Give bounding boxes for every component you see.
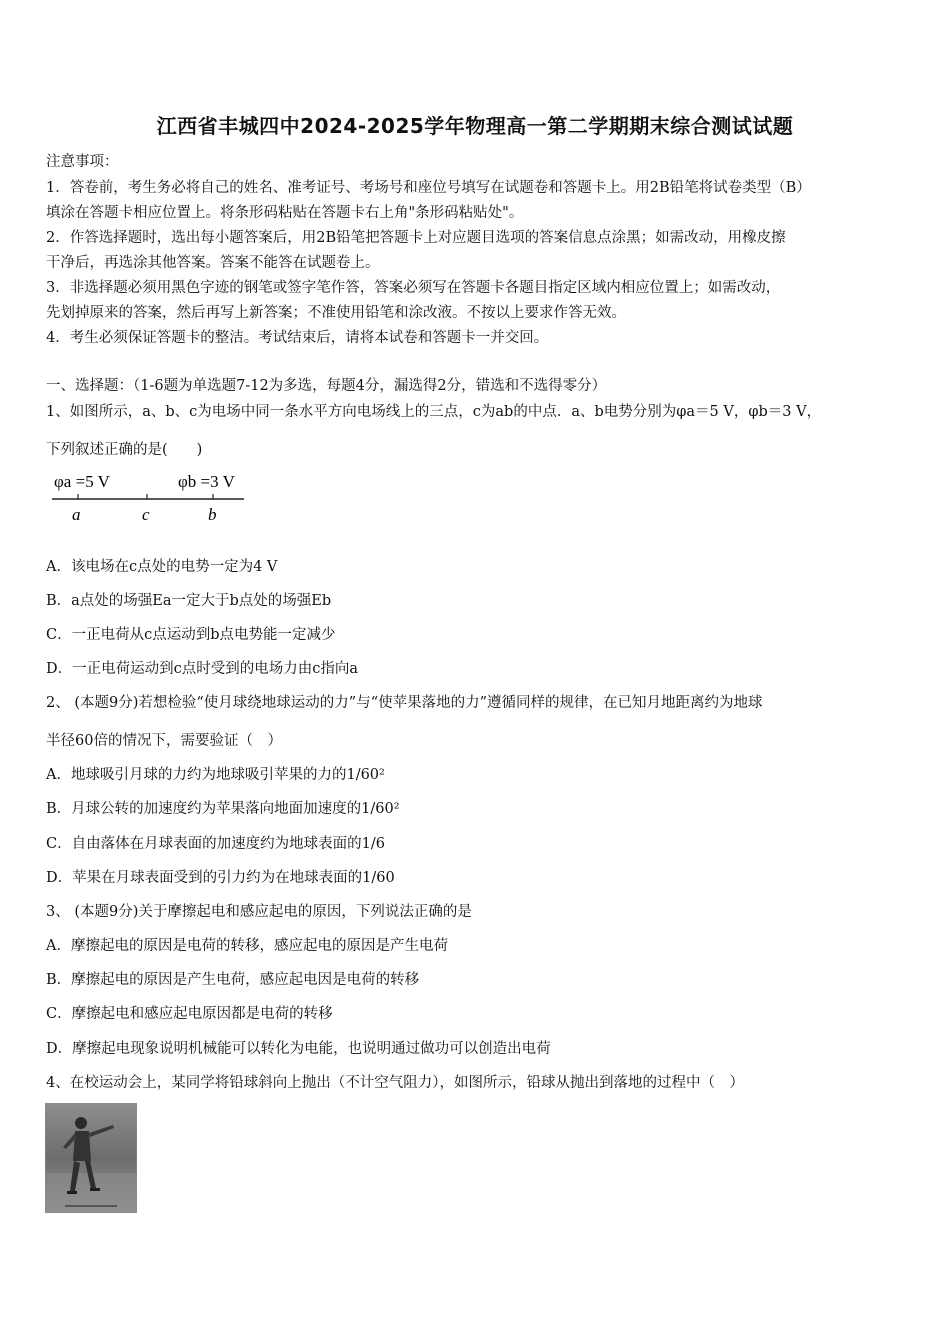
point-b-label: b	[208, 505, 217, 524]
notice-line: 先划掉原来的答案，然后再写上新答案；不准使用铅笔和涂改液。不按以上要求作答无效。	[46, 305, 626, 321]
q4-stem: 4、在校运动会上，某同学将铅球斜向上抛出（不计空气阻力），如图所示，铅球从抛出到落地的过程中（ ）	[46, 1075, 744, 1091]
notice-line: 2．作答选择题时，选出每小题答案后，用2B铅笔把答题卡上对应题目选项的答案信息点涂黑；如需改动，用橡皮擦	[46, 230, 786, 246]
q1-option-d: D．一正电荷运动到c点时受到的电场力由c指向a	[46, 661, 359, 677]
notice-line: 3．非选择题必须用黑色字迹的钢笔或签字笔作答，答案必须写在答题卡各题目指定区域内相应位置上；如需改动，	[46, 280, 781, 296]
q2-option-b: B．月球公转的加速度约为苹果落向地面加速度的1/60²	[46, 801, 400, 817]
q1-option-b: B．a点处的场强Ea一定大于b点处的场强Eb	[46, 593, 332, 609]
q3-option-b: B．摩擦起电的原因是产生电荷，感应起电因是电荷的转移	[46, 972, 420, 988]
q1-option-c: C．一正电荷从c点运动到b点电势能一定减少	[46, 627, 336, 643]
q1-stem-2: 下列叙述正确的是( )	[46, 442, 203, 458]
notice-heading: 注意事项：	[46, 154, 119, 170]
point-a-label: a	[72, 505, 81, 524]
q1-option-a: A．该电场在c点处的电势一定为4 V	[46, 559, 278, 575]
exam-title: 江西省丰城四中2024-2025学年物理高一第二学期期末综合测试试题	[156, 114, 794, 138]
q3-option-d: D．摩擦起电现象说明机械能可以转化为电能，也说明通过做功可以创造出电荷	[46, 1041, 551, 1057]
notice-line: 填涂在答题卡相应位置上。将条形码粘贴在答题卡右上角"条形码粘贴处"。	[46, 205, 524, 221]
q3-option-c: C．摩擦起电和感应起电原因都是电荷的转移	[46, 1006, 333, 1022]
phi-b-label: φb =3 V	[178, 472, 235, 491]
notice-line: 1．答卷前，考生务必将自己的姓名、准考证号、考场号和座位号填写在试题卷和答题卡上。用2B铅笔将试卷类型（B）	[46, 180, 811, 196]
notice-line: 4．考生必须保证答题卡的整洁。考试结束后，请将本试卷和答题卡一并交回。	[46, 330, 549, 346]
point-c-label: c	[142, 505, 150, 524]
q2-option-d: D．苹果在月球表面受到的引力约为在地球表面的1/60	[46, 870, 395, 886]
electric-field-line-figure	[46, 465, 256, 527]
q2-stem-2: 半径60倍的情况下，需要验证（ ）	[46, 733, 282, 749]
phi-a-label: φa =5 V	[54, 472, 110, 491]
q2-stem: 2、 (本题9分)若想检验“使月球绕地球运动的力”与“使苹果落地的力”遵循同样的规律，在已知月地距离约为地球	[46, 695, 763, 711]
q2-option-a: A．地球吸引月球的力约为地球吸引苹果的力的1/60²	[46, 767, 385, 783]
shot-put-photo	[45, 1103, 137, 1213]
q1-stem: 1、如图所示，a、b、c为电场中同一条水平方向电场线上的三点，c为ab的中点．a、b电势分别为φa＝5 V，φb＝3 V，	[46, 404, 822, 420]
section-heading: 一、选择题：（1-6题为单选题7-12为多选，每题4分，漏选得2分，错选和不选得零分）	[46, 378, 607, 394]
q3-option-a: A．摩擦起电的原因是电荷的转移，感应起电的原因是产生电荷	[46, 938, 448, 954]
notice-line: 干净后，再选涂其他答案。答案不能答在试题卷上。	[46, 255, 380, 271]
q2-option-c: C．自由落体在月球表面的加速度约为地球表面的1/6	[46, 836, 385, 852]
q3-stem: 3、 (本题9分)关于摩擦起电和感应起电的原因，下列说法正确的是	[46, 904, 472, 920]
